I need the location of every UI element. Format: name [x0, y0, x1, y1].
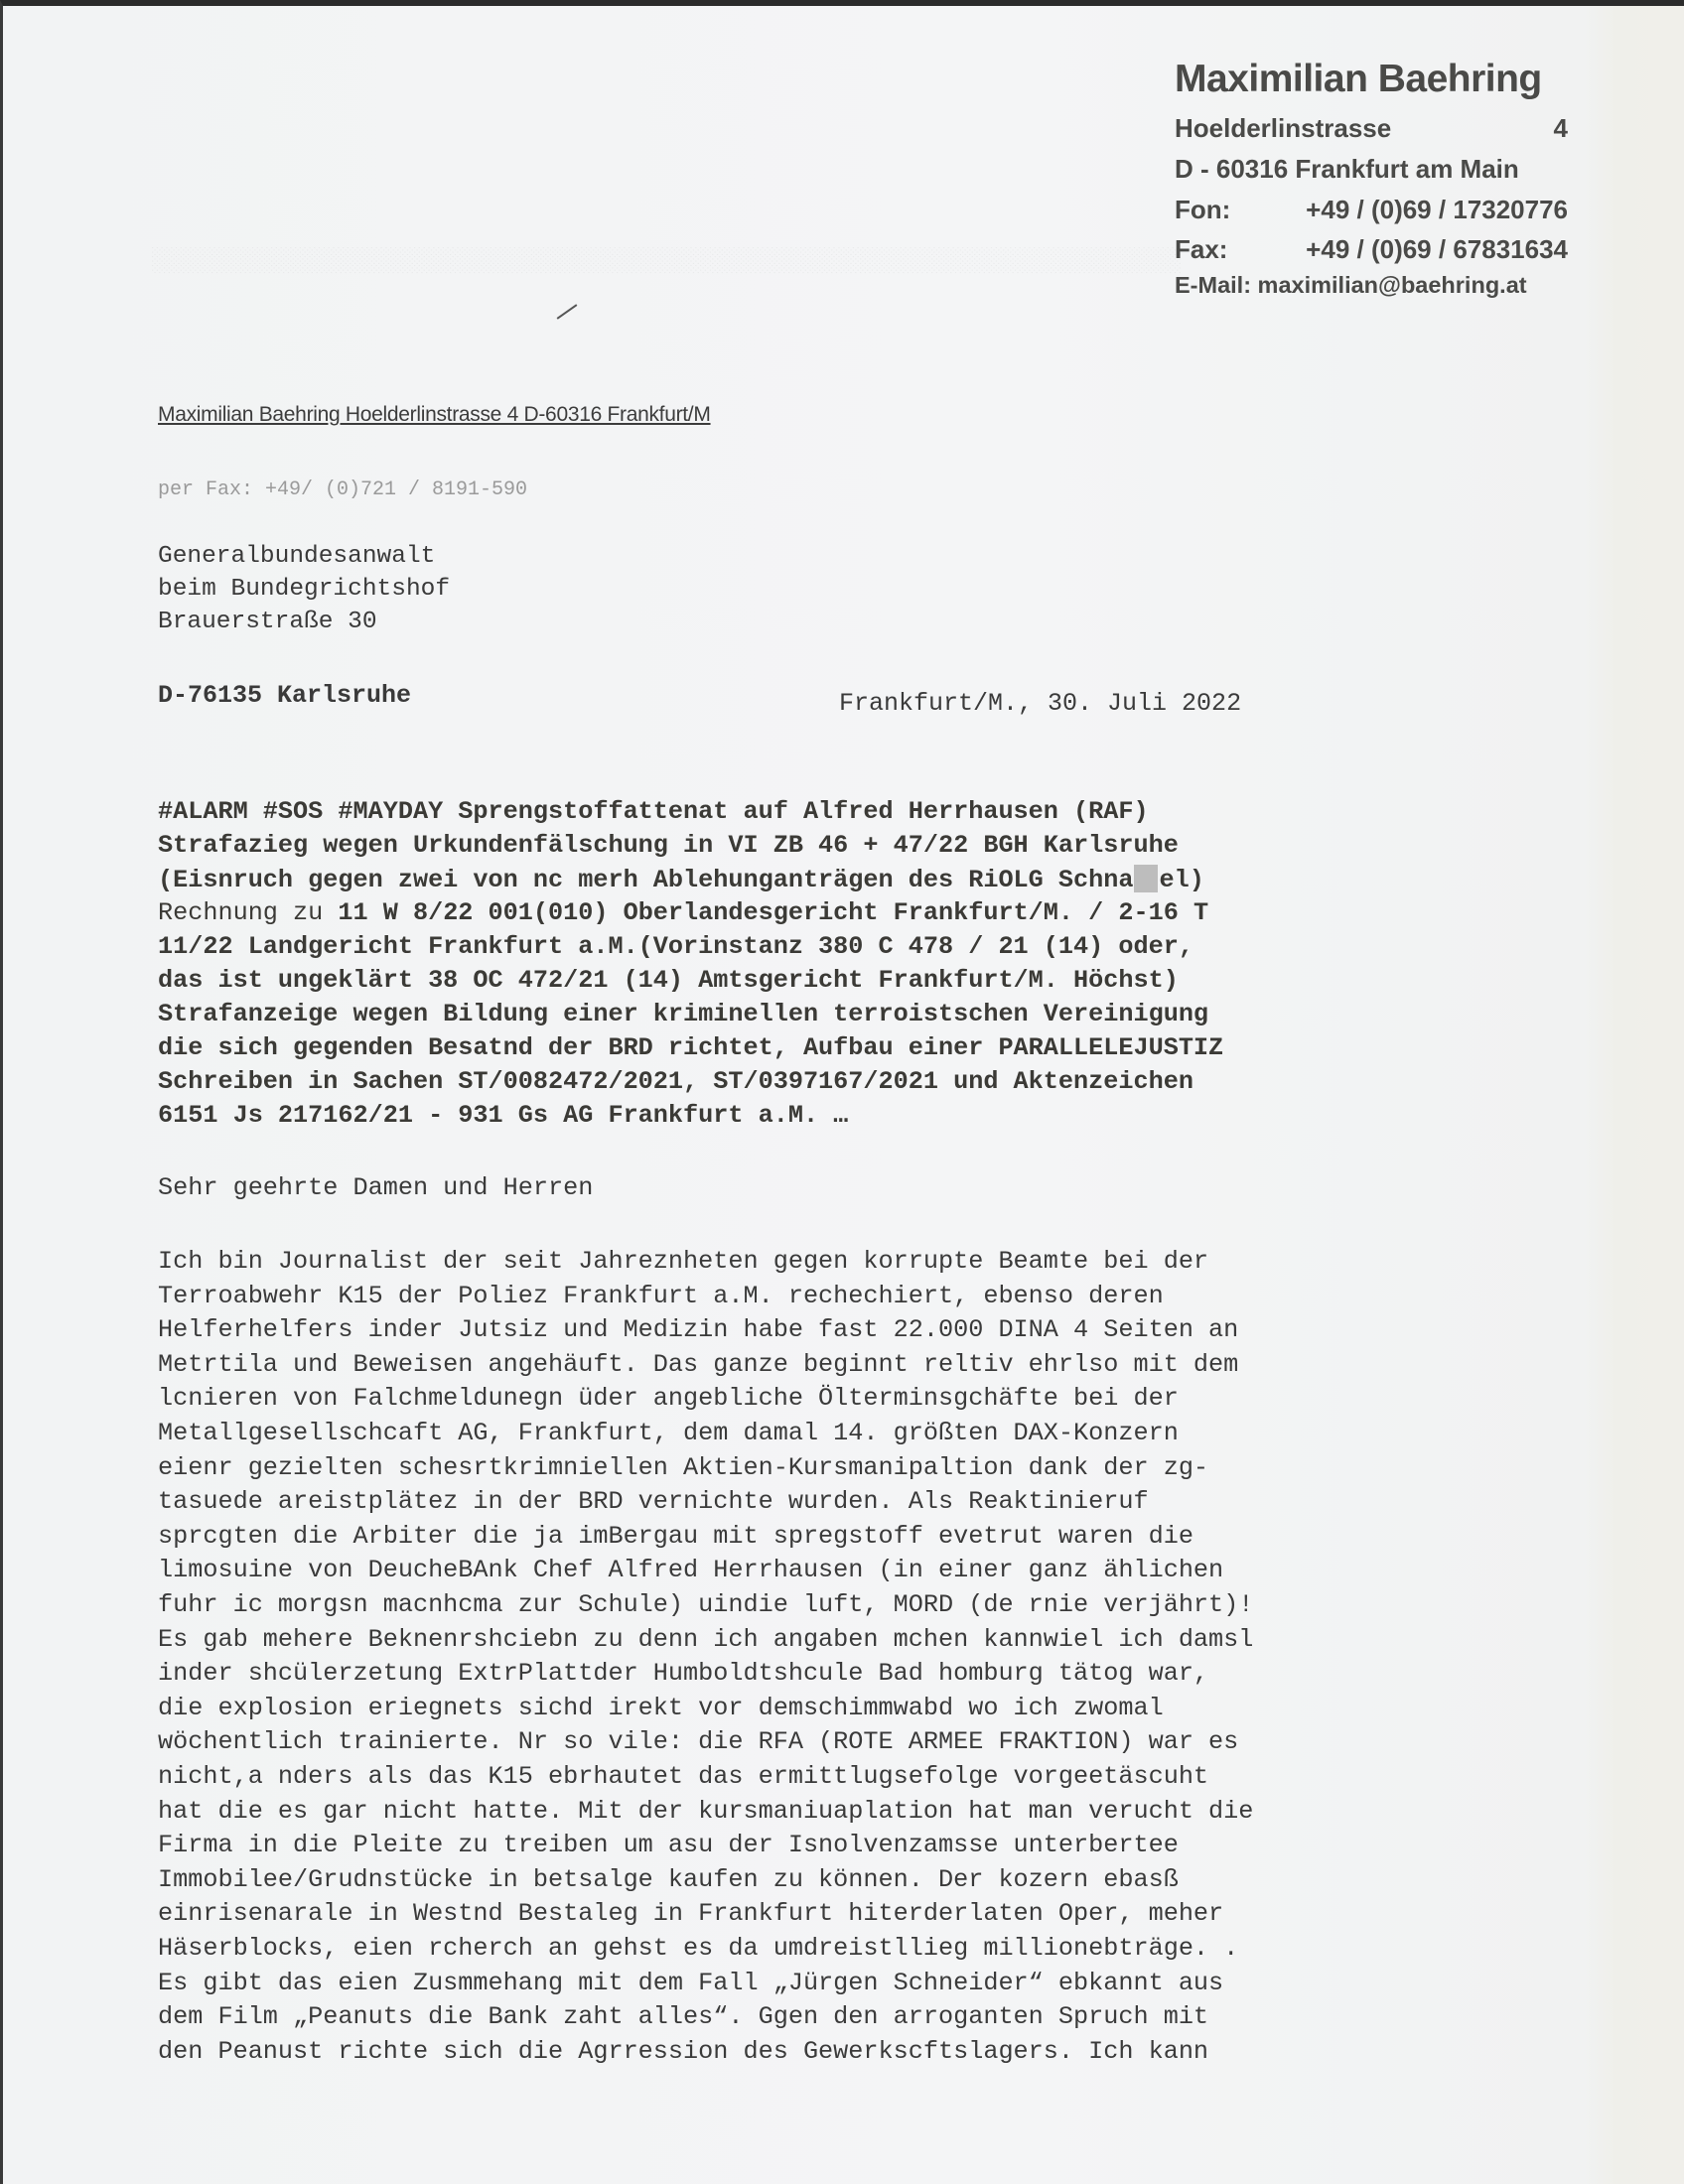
- body-line: inder shcülerzetung ExtrPlattder Humboldtshcule Bad homburg tätog war,: [158, 1659, 1209, 1689]
- subject-line-1: #ALARM #SOS #MAYDAY Sprengstoffattenat auf Alfred Herrhausen (RAF): [158, 797, 1149, 826]
- recipient-line-3: Brauerstraße 30: [158, 609, 377, 635]
- salutation: Sehr geehrte Damen und Herren: [158, 1173, 594, 1202]
- body-line: dem Film „Peanuts die Bank zaht alles“. Ggen den arroganten Spruch mit: [158, 2002, 1209, 2032]
- body-line: lcnieren von Falchmeldunegn üder angebliche Ölterminsgchäfte bei der: [158, 1384, 1179, 1414]
- subject-line-4-case: 11 W 8/22 001(010) Oberlandesgericht Frankfurt/M. / 2-16 T: [338, 898, 1209, 927]
- body-line: Metrtila und Beweisen angehäuft. Das ganze beginnt reltiv ehrlso mit dem: [158, 1349, 1239, 1379]
- body-line: Immobilee/Grudnstücke in betsalge kaufen zu können. Der kozern ebasß: [158, 1864, 1179, 1894]
- body-line: tasuede areistplätez in der BRD vernichte wurden. Als Reaktinieruf: [158, 1487, 1149, 1517]
- body-line: Terroabwehr K15 der Poliez Frankfurt a.M. rechechiert, ebenso deren: [158, 1281, 1164, 1310]
- body-line: hat die es gar nicht hatte. Mit der kursmaniuaplation hat man verucht die: [158, 1796, 1254, 1826]
- letterhead-street-row: [1175, 113, 1568, 144]
- body-line: Ich bin Journalist der seit Jahreznheten gegen korrupte Beamte bei der: [158, 1247, 1209, 1276]
- subject-line-5: 11/22 Landgericht Frankfurt a.M.(Vorinstanz 380 C 478 / 21 (14) oder,: [158, 932, 1193, 961]
- subject-line-9: Schreiben in Sachen ST/0082472/2021, ST/0397167/2021 und Aktenzeichen: [158, 1067, 1193, 1096]
- subject-line-4-prefix: Rechnung zu: [158, 898, 339, 927]
- body-line: Es gibt das eien Zusmmehang mit dem Fall „Jürgen Schneider“ ebkannt aus: [158, 1968, 1224, 1997]
- letter-date: Frankfurt/M., 30. Juli 2022: [839, 689, 1242, 718]
- body-line: die explosion eriegnets sichd irekt vor demschimmwabd wo ich zwomal: [158, 1693, 1164, 1722]
- body-line: nicht,a nders als das K15 ebrhautet das ermittlugsefolge vorgeetäscuht: [158, 1762, 1209, 1791]
- recipient-line-1: Generalbundesanwalt: [158, 543, 436, 570]
- recipient-city: D-76135 Karlsruhe: [158, 681, 412, 710]
- fax-label: Fax:: [1175, 234, 1228, 264]
- body-line: sprcgten die Arbiter die ja imBergau mit spregstoff evetrut waren die: [158, 1521, 1193, 1551]
- body-line: Es gab mehere Beknenrshciebn zu denn ich angaben mchen kannwiel ich damsl: [158, 1624, 1254, 1654]
- body-line: Häserblocks, eien rcherch an gehst es da umdreistllieg millionebträge. .: [158, 1934, 1239, 1963]
- subject-line-2: Strafazieg wegen Urkundenfälschung in VI ZB 46 + 47/22 BGH Karlsruhe: [158, 831, 1179, 860]
- body-line: wöchentlich trainierte. Nr so vile: die RFA (ROTE ARMEE FRAKTION) war es: [158, 1727, 1239, 1757]
- letterhead-street: Hoelderlinstrasse: [1175, 113, 1392, 143]
- phone-label: Fon:: [1175, 195, 1231, 224]
- recipient-line-2: beim Bundegrichtshof: [158, 576, 451, 603]
- show-through-text: ░░░░░░░░░░░░░░░░░░░░░░░░░░░░░░░░░░░░░░░░░░░░░░░░░░░░░░░░░░░░░░░░░░░░░░░░: [152, 248, 1182, 275]
- subject-line-8: die sich gegenden Besatnd der BRD richtet, Aufbau einer PARALLELEJUSTIZ: [158, 1033, 1224, 1062]
- fax-note: per Fax: +49/ (0)721 / 8191-590: [158, 478, 528, 501]
- letterhead-city: D - 60316 Frankfurt am Main: [1175, 154, 1519, 184]
- body-line: einrisenarale in Westnd Bestaleg in Frankfurt hiterderlaten Oper, meher: [158, 1899, 1224, 1929]
- letterhead-phone-row: [1175, 195, 1568, 225]
- phone-value: +49 / (0)69 / 17320776: [1306, 195, 1568, 224]
- subject-line-3-end: el): [1159, 866, 1204, 894]
- subject-line-6: das ist ungeklärt 38 OC 472/21 (14) Amtsgericht Frankfurt/M. Höchst): [158, 966, 1179, 995]
- body-line: Helferhelfers inder Jutsiz und Medizin habe fast 22.000 DINA 4 Seiten an: [158, 1315, 1239, 1345]
- letterhead-fax-row: [1175, 234, 1568, 265]
- letterhead-house-number: 4: [1553, 113, 1568, 143]
- letterhead-email: E-Mail: maximilian@baehring.at: [1175, 272, 1527, 298]
- subject-line-3: [158, 865, 1204, 894]
- body-line: limosuine von DeucheBAnk Chef Alfred Herrhausen (in einer ganz ählichen: [158, 1556, 1224, 1585]
- sender-return-address: Maximilian Baehring Hoelderlinstrasse 4 D-60316 Frankfurt/M: [158, 403, 711, 426]
- subject-line-4: [158, 898, 1208, 927]
- body-line: Firma in die Pleite zu treiben um asu der Isnolvenzamsse unterbertee: [158, 1831, 1179, 1860]
- redaction-block: [1134, 865, 1158, 892]
- letterhead-name: Maximilian Baehring: [1175, 58, 1542, 100]
- subject-line-7: Strafanzeige wegen Bildung einer kriminellen terroistschen Vereinigung: [158, 1000, 1209, 1028]
- body-line: fuhr ic morgsn macnhcma zur Schule) uindie luft, MORD (de rnie verjährt)!: [158, 1590, 1254, 1619]
- subject-line-10: 6151 Js 217162/21 - 931 Gs AG Frankfurt a.M. …: [158, 1101, 849, 1130]
- body-line: den Peanust richte sich die Agrression des Gewerkscftslagers. Ich kann: [158, 2036, 1209, 2066]
- subject-line-3-text: (Eisnruch gegen zwei von nc merh Ablehunganträgen des RiOLG Schna: [158, 866, 1134, 894]
- body-line: Metallgesellschcaft AG, Frankfurt, dem damal 14. größten DAX-Konzern: [158, 1419, 1179, 1447]
- fax-value: +49 / (0)69 / 67831634: [1306, 234, 1568, 264]
- body-line: eienr gezielten schesrtkrimniellen Aktien-Kursmanipaltion dank der zg-: [158, 1452, 1209, 1482]
